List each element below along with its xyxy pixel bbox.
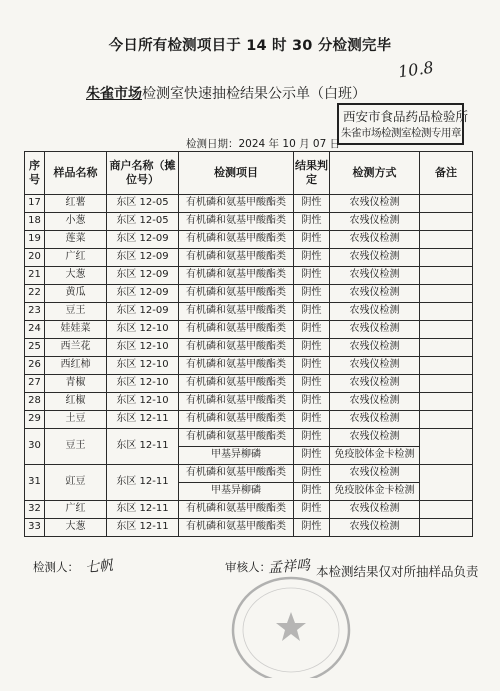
cell-note (420, 429, 473, 465)
lab-stamp-line2: 朱雀市场检测室检测专用章 (341, 127, 461, 139)
table-row (25, 411, 473, 429)
company-seal (221, 568, 361, 678)
table-row (25, 249, 473, 267)
cell-item: 有机磷和氨基甲酸酯类 (179, 357, 294, 375)
table-row (25, 375, 473, 393)
cell-vendor: 东区 12-11 (107, 501, 179, 519)
cell-vendor: 东区 12-09 (107, 303, 179, 321)
cell-result: 阴性 (294, 285, 330, 303)
cell-sample: 黄瓜 (45, 285, 107, 303)
cell-item: 有机磷和氨基甲酸酯类 (179, 195, 294, 213)
cell-result: 阴性 (294, 429, 330, 447)
header-sample: 样品名称 (45, 152, 107, 195)
cell-sample: 西兰花 (45, 339, 107, 357)
cell-result: 阴性 (294, 321, 330, 339)
cell-item: 有机磷和氨基甲酸酯类 (179, 465, 294, 483)
cell-vendor: 东区 12-09 (107, 231, 179, 249)
cell-seq: 25 (25, 339, 45, 357)
table-row (25, 267, 473, 285)
completion-title: 今日所有检测项目于 14 时 30 分检测完毕 (108, 38, 392, 54)
table-header-row (25, 152, 473, 195)
header-vendor: 商户名称（摊位号） (107, 152, 179, 195)
table-row (25, 321, 473, 339)
cell-method: 农残仪检测 (330, 231, 420, 249)
cell-sample: 广红 (45, 501, 107, 519)
cell-note (420, 195, 473, 213)
cell-note (420, 321, 473, 339)
cell-note (420, 501, 473, 519)
cell-item: 有机磷和氨基甲酸酯类 (179, 321, 294, 339)
table-row (25, 357, 473, 375)
cell-result: 阴性 (294, 375, 330, 393)
cell-note (420, 285, 473, 303)
cell-vendor: 东区 12-09 (107, 267, 179, 285)
cell-method: 免疫胶体金卡检测 (330, 483, 420, 501)
reviewer-label: 审核人： (225, 560, 271, 574)
table-row (25, 465, 473, 483)
reviewer-signature: 孟祥鸣 (267, 557, 311, 577)
table-row (25, 519, 473, 537)
cell-item: 有机磷和氨基甲酸酯类 (179, 249, 294, 267)
cell-item: 有机磷和氨基甲酸酯类 (179, 501, 294, 519)
test-date: 检测日期：2024 年 10 月 07 日 (186, 138, 341, 150)
cell-item: 有机磷和氨基甲酸酯类 (179, 375, 294, 393)
cell-vendor: 东区 12-11 (107, 429, 179, 465)
cell-item: 有机磷和氨基甲酸酯类 (179, 303, 294, 321)
cell-method: 农残仪检测 (330, 501, 420, 519)
cell-note (420, 339, 473, 357)
responsibility-note: 本检测结果仅对所抽样品负责 (316, 564, 479, 579)
cell-method: 农残仪检测 (330, 357, 420, 375)
cell-item: 有机磷和氨基甲酸酯类 (179, 285, 294, 303)
cell-result: 阴性 (294, 303, 330, 321)
cell-seq: 26 (25, 357, 45, 375)
cell-note (420, 519, 473, 537)
cell-result: 阴性 (294, 267, 330, 285)
cell-seq: 24 (25, 321, 45, 339)
cell-sample: 青椒 (45, 375, 107, 393)
cell-result: 阴性 (294, 483, 330, 501)
header-method: 检测方式 (330, 152, 420, 195)
cell-vendor: 东区 12-10 (107, 321, 179, 339)
cell-note (420, 231, 473, 249)
cell-result: 阴性 (294, 213, 330, 231)
cell-sample: 红薯 (45, 195, 107, 213)
cell-item: 有机磷和氨基甲酸酯类 (179, 411, 294, 429)
cell-seq: 17 (25, 195, 45, 213)
cell-sample: 大葱 (45, 519, 107, 537)
inspector-signature: 七帆 (84, 557, 114, 577)
cell-sample: 豆王 (45, 429, 107, 465)
cell-note (420, 213, 473, 231)
cell-note (420, 393, 473, 411)
cell-seq: 30 (25, 429, 45, 465)
cell-seq: 29 (25, 411, 45, 429)
cell-item: 有机磷和氨基甲酸酯类 (179, 267, 294, 285)
cell-result: 阴性 (294, 393, 330, 411)
market-name: 朱雀市场 (86, 86, 142, 102)
cell-vendor: 东区 12-05 (107, 195, 179, 213)
cell-method: 农残仪检测 (330, 375, 420, 393)
cell-method: 农残仪检测 (330, 195, 420, 213)
cell-note (420, 411, 473, 429)
cell-item: 有机磷和氨基甲酸酯类 (179, 213, 294, 231)
cell-sample: 莲菜 (45, 231, 107, 249)
cell-seq: 22 (25, 285, 45, 303)
cell-vendor: 东区 12-09 (107, 249, 179, 267)
cell-method: 农残仪检测 (330, 285, 420, 303)
cell-sample: 豆王 (45, 303, 107, 321)
table-row (25, 231, 473, 249)
cell-item: 有机磷和氨基甲酸酯类 (179, 393, 294, 411)
cell-seq: 27 (25, 375, 45, 393)
cell-result: 阴性 (294, 447, 330, 465)
cell-sample: 大葱 (45, 267, 107, 285)
cell-method: 农残仪检测 (330, 339, 420, 357)
cell-method: 农残仪检测 (330, 411, 420, 429)
cell-seq: 23 (25, 303, 45, 321)
table-row (25, 303, 473, 321)
lab-stamp (337, 103, 469, 145)
cell-item: 有机磷和氨基甲酸酯类 (179, 231, 294, 249)
header-seq: 序号 (25, 152, 45, 195)
cell-sample: 广红 (45, 249, 107, 267)
cell-seq: 20 (25, 249, 45, 267)
cell-sample: 西红柿 (45, 357, 107, 375)
cell-result: 阴性 (294, 195, 330, 213)
cell-seq: 32 (25, 501, 45, 519)
cell-result: 阴性 (294, 249, 330, 267)
cell-item: 有机磷和氨基甲酸酯类 (179, 339, 294, 357)
cell-note (420, 249, 473, 267)
cell-sample: 小葱 (45, 213, 107, 231)
cell-seq: 18 (25, 213, 45, 231)
cell-sample: 红椒 (45, 393, 107, 411)
lab-stamp-line1: 西安市食品药品检验所 (343, 109, 469, 124)
cell-vendor: 东区 12-10 (107, 357, 179, 375)
cell-vendor: 东区 12-11 (107, 519, 179, 537)
cell-item: 有机磷和氨基甲酸酯类 (179, 519, 294, 537)
cell-method: 农残仪检测 (330, 393, 420, 411)
header-item: 检测项目 (179, 152, 294, 195)
cell-method: 农残仪检测 (330, 465, 420, 483)
cell-method: 农残仪检测 (330, 303, 420, 321)
cell-seq: 28 (25, 393, 45, 411)
cell-vendor: 东区 12-10 (107, 393, 179, 411)
table-body (25, 195, 473, 537)
shift-label: （白班） (310, 86, 366, 102)
header-note: 备注 (420, 152, 473, 195)
cell-method: 农残仪检测 (330, 519, 420, 537)
cell-method: 农残仪检测 (330, 429, 420, 447)
inspector-label: 检测人： (33, 560, 79, 574)
table-row (25, 501, 473, 519)
cell-method: 农残仪检测 (330, 213, 420, 231)
cell-result: 阴性 (294, 357, 330, 375)
table-row (25, 429, 473, 447)
cell-note (420, 267, 473, 285)
cell-result: 阴性 (294, 501, 330, 519)
cell-seq: 21 (25, 267, 45, 285)
cell-result: 阴性 (294, 411, 330, 429)
cell-result: 阴性 (294, 465, 330, 483)
cell-method: 免疫胶体金卡检测 (330, 447, 420, 465)
cell-item: 有机磷和氨基甲酸酯类 (179, 429, 294, 447)
results-table (24, 151, 473, 537)
cell-sample: 豇豆 (45, 465, 107, 501)
cell-item: 甲基异柳磷 (179, 447, 294, 465)
cell-item: 甲基异柳磷 (179, 483, 294, 501)
table-row (25, 195, 473, 213)
table-row (25, 285, 473, 303)
header-result: 结果判定 (294, 152, 330, 195)
table-row (25, 339, 473, 357)
cell-note (420, 375, 473, 393)
cell-note (420, 357, 473, 375)
cell-sample: 娃娃菜 (45, 321, 107, 339)
report-title-mid: 检测室快速抽检结果公示单 (142, 86, 310, 102)
cell-vendor: 东区 12-05 (107, 213, 179, 231)
handwritten-number: 10.8 (396, 57, 435, 82)
cell-vendor: 东区 12-09 (107, 285, 179, 303)
cell-vendor: 东区 12-11 (107, 411, 179, 429)
cell-method: 农残仪检测 (330, 267, 420, 285)
table-row (25, 213, 473, 231)
cell-result: 阴性 (294, 339, 330, 357)
cell-result: 阴性 (294, 231, 330, 249)
cell-method: 农残仪检测 (330, 321, 420, 339)
cell-result: 阴性 (294, 519, 330, 537)
report-title (86, 83, 366, 103)
table-row (25, 393, 473, 411)
cell-seq: 33 (25, 519, 45, 537)
cell-vendor: 东区 12-10 (107, 339, 179, 357)
cell-note (420, 465, 473, 501)
cell-vendor: 东区 12-10 (107, 375, 179, 393)
cell-vendor: 东区 12-11 (107, 465, 179, 501)
cell-note (420, 303, 473, 321)
cell-method: 农残仪检测 (330, 249, 420, 267)
cell-seq: 19 (25, 231, 45, 249)
cell-seq: 31 (25, 465, 45, 501)
cell-sample: 土豆 (45, 411, 107, 429)
